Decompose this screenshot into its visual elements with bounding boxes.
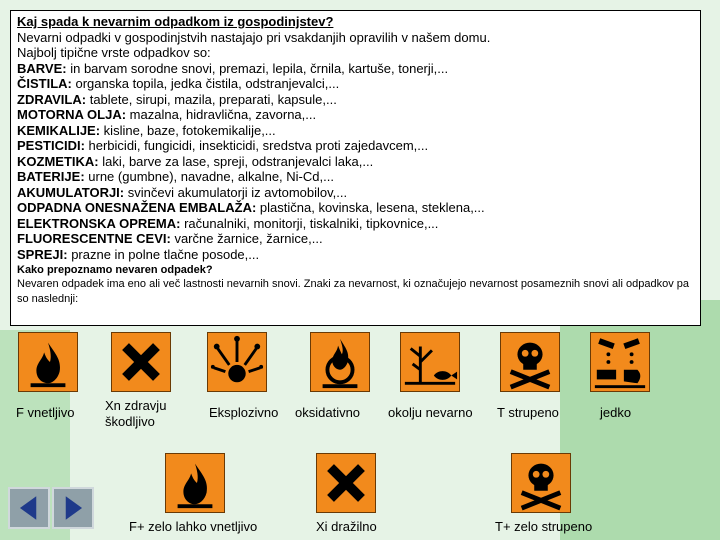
dead-tree-fish-icon xyxy=(400,332,460,392)
cross-icon xyxy=(316,453,376,513)
intro-line: Nevarni odpadki v gospodinjstvih nastajajo pri vsakdanjih opravilih v našem domu. xyxy=(17,29,491,45)
category-item: SPREJI: prazne in polne tlačne posode,... xyxy=(17,246,260,262)
category-item: AKUMULATORJI: svinčevi akumulatorji iz avtomobilov,... xyxy=(17,184,348,200)
symbol-label: oksidativno xyxy=(295,405,361,420)
symbol-label: jedko xyxy=(600,405,632,420)
previous-slide-button[interactable] xyxy=(8,487,50,529)
flame-over-circle-icon xyxy=(310,332,370,392)
arrow-right-icon xyxy=(54,489,92,527)
next-slide-button[interactable] xyxy=(52,487,94,529)
intro-line: Najbolj tipične vrste odpadkov so: xyxy=(17,45,211,60)
category-item: PESTICIDI: herbicidi, fungicidi, insekticidi, sredstva proti zajedavcem,... xyxy=(17,138,429,153)
category-item: BARVE: in barvam sorodne snovi, premazi, lepila, črnila, kartuše, tonerji,... xyxy=(17,60,449,76)
arrow-left-icon xyxy=(10,489,48,527)
symbol-label: T+ zelo strupeno xyxy=(495,519,593,534)
symbol-label: T strupeno xyxy=(497,405,559,420)
category-item: ODPADNA ONESNAŽENA EMBALAŽA: plastična, kovinska, lesena, steklena,... xyxy=(17,200,485,215)
symbol-label: Eksplozivno xyxy=(209,405,279,420)
flame-icon xyxy=(18,332,78,392)
recognize-text: Nevaren odpadek ima eno ali več lastnosti nevarnih snovi. Znaki za nevarnost, ki označujejo nevarnost posameznih snovi ali odpadkov pa so naslednji: xyxy=(17,278,689,305)
symbol-label: F+ zelo lahko vnetljivo xyxy=(129,519,258,534)
category-item: ČISTILA: organska topila, jedka čistila, odstranjevalci,... xyxy=(17,76,340,91)
skull-crossbones-icon xyxy=(511,453,571,513)
cross-icon xyxy=(111,332,171,392)
explosion-icon xyxy=(207,332,267,392)
corrosion-icon xyxy=(590,332,650,392)
symbol-label: Xi dražilno xyxy=(316,519,377,534)
flame-icon xyxy=(165,453,225,513)
category-item: ZDRAVILA: tablete, sirupi, mazila, preparati, kapsule,... xyxy=(17,91,337,107)
skull-crossbones-icon xyxy=(500,332,560,392)
category-item: KOZMETIKA: laki, barve za lase, spreji, odstranjevalci laka,... xyxy=(17,153,374,169)
category-item: ELEKTRONSKA OPREMA: računalniki, monitorji, tiskalniki, tipkovnice,... xyxy=(17,215,439,231)
category-item: MOTORNA OLJA: mazalna, hidravlična, zavorna,... xyxy=(17,107,317,122)
symbol-label: F vnetljivo xyxy=(16,405,75,420)
category-item: FLUORESCENTNE CEVI: varčne žarnice, žarnice,... xyxy=(17,231,323,246)
symbol-label: okolju nevarno xyxy=(388,405,473,420)
info-textbox xyxy=(10,10,701,326)
symbol-label: Xn zdravju škodljivo xyxy=(105,398,167,429)
category-item: BATERIJE: urne (gumbne), navadne, alkalne, Ni-Cd,... xyxy=(17,169,334,184)
recognize-heading: Kako prepoznamo nevaren odpadek? xyxy=(17,264,213,276)
page-title: Kaj spada k nevarnim odpadkom iz gospodinjstev? xyxy=(17,14,334,29)
category-item: KEMIKALIJE: kisline, baze, fotokemikalije,... xyxy=(17,122,276,138)
